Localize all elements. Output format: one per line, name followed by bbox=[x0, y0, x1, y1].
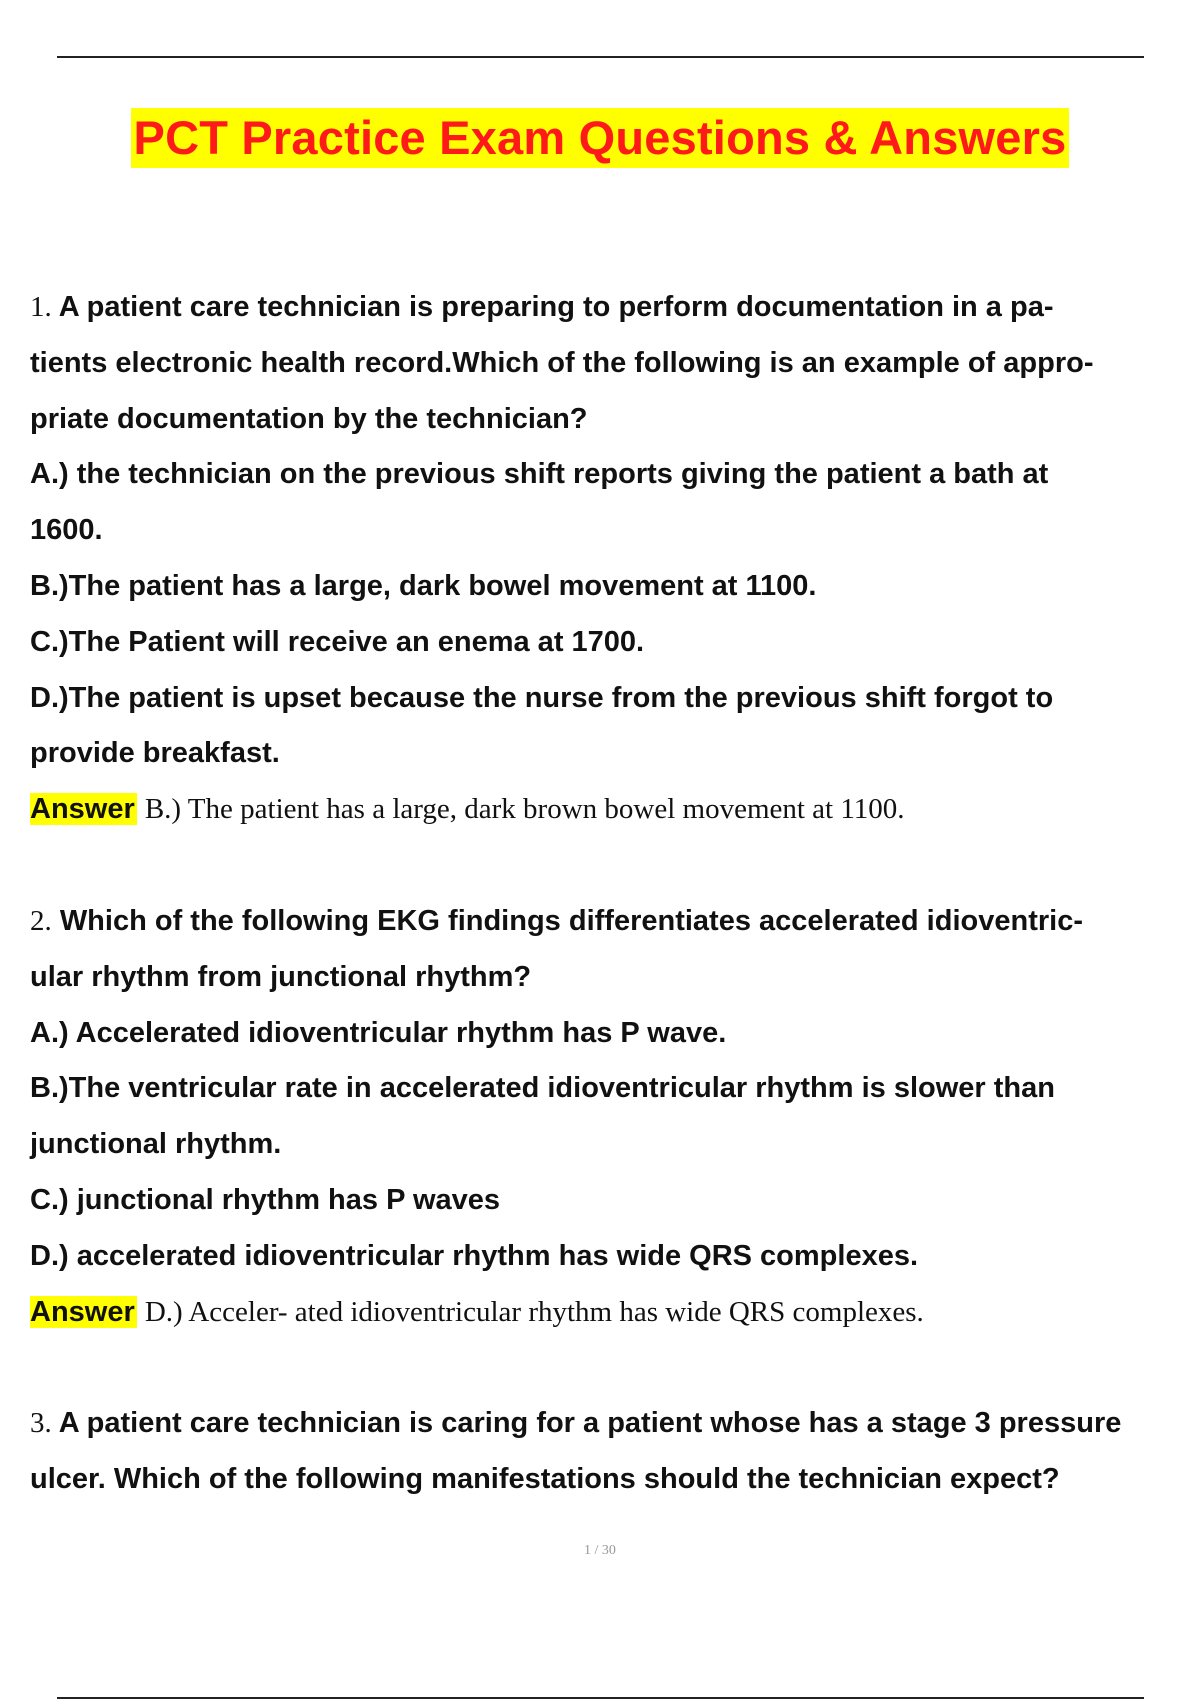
top-rule bbox=[57, 56, 1144, 58]
question-2 bbox=[30, 894, 1195, 1340]
question-spacer bbox=[30, 1340, 1195, 1396]
question-list bbox=[30, 280, 1195, 1508]
option-d: D.)The patient is upset because the nurse from the previous shift forgot to bbox=[30, 681, 1054, 714]
question-spacer bbox=[30, 838, 1195, 894]
answer-line bbox=[30, 1285, 1195, 1341]
option-b-continued: junctional rhythm. bbox=[30, 1128, 282, 1161]
document-title: PCT Practice Exam Questions & Answers bbox=[131, 108, 1070, 168]
question-stem-line: ulcer. Which of the following manifestations should the technician expect? bbox=[30, 1463, 1060, 1496]
question-number: 1. bbox=[30, 291, 52, 323]
question-stem-line: 1. A patient care technician is preparing to perform documentation in a pa- bbox=[30, 291, 1054, 323]
option-c: C.)The Patient will receive an enema at 1700. bbox=[30, 625, 645, 658]
bottom-rule bbox=[57, 1697, 1144, 1699]
option-d-continued: provide breakfast. bbox=[30, 737, 280, 770]
answer-label: Answer bbox=[30, 793, 135, 826]
option-a: A.) the technician on the previous shift reports giving the patient a bath at bbox=[30, 458, 1049, 491]
title-container bbox=[0, 108, 1200, 168]
answer-label: Answer bbox=[30, 1295, 135, 1328]
question-1 bbox=[30, 280, 1195, 838]
option-b: B.)The ventricular rate in accelerated idioventricular rhythm is slower than bbox=[30, 1072, 1055, 1105]
question-number: 3. bbox=[30, 1407, 52, 1440]
answer-text: B.) The patient has a large, dark brown bowel movement at 1100. bbox=[144, 793, 905, 826]
question-number: 2. bbox=[30, 904, 52, 937]
page-indicator: 1 / 30 bbox=[584, 1543, 616, 1558]
question-3 bbox=[30, 1396, 1195, 1508]
answer-line bbox=[30, 782, 1195, 838]
option-a: A.) Accelerated idioventricular rhythm has P wave. bbox=[30, 1016, 727, 1049]
option-d: D.) accelerated idioventricular rhythm has wide QRS complexes. bbox=[30, 1239, 919, 1272]
option-b: B.)The patient has a large, dark bowel movement at 1100. bbox=[30, 569, 817, 602]
question-stem-line: tients electronic health record.Which of the following is an example of appro- bbox=[30, 346, 1094, 379]
question-stem-line: priate documentation by the technician? bbox=[30, 402, 588, 435]
question-stem-line: ular rhythm from junctional rhythm? bbox=[30, 960, 532, 993]
option-a-continued: 1600. bbox=[30, 514, 103, 547]
question-stem-line: 2. Which of the following EKG findings differentiates accelerated idioventric- bbox=[30, 904, 1083, 937]
answer-text: D.) Acceler- ated idioventricular rhythm has wide QRS complexes. bbox=[144, 1295, 924, 1328]
question-stem-line: 3. A patient care technician is caring for a patient whose has a stage 3 pressure bbox=[30, 1407, 1122, 1440]
option-c: C.) junctional rhythm has P waves bbox=[30, 1183, 501, 1216]
